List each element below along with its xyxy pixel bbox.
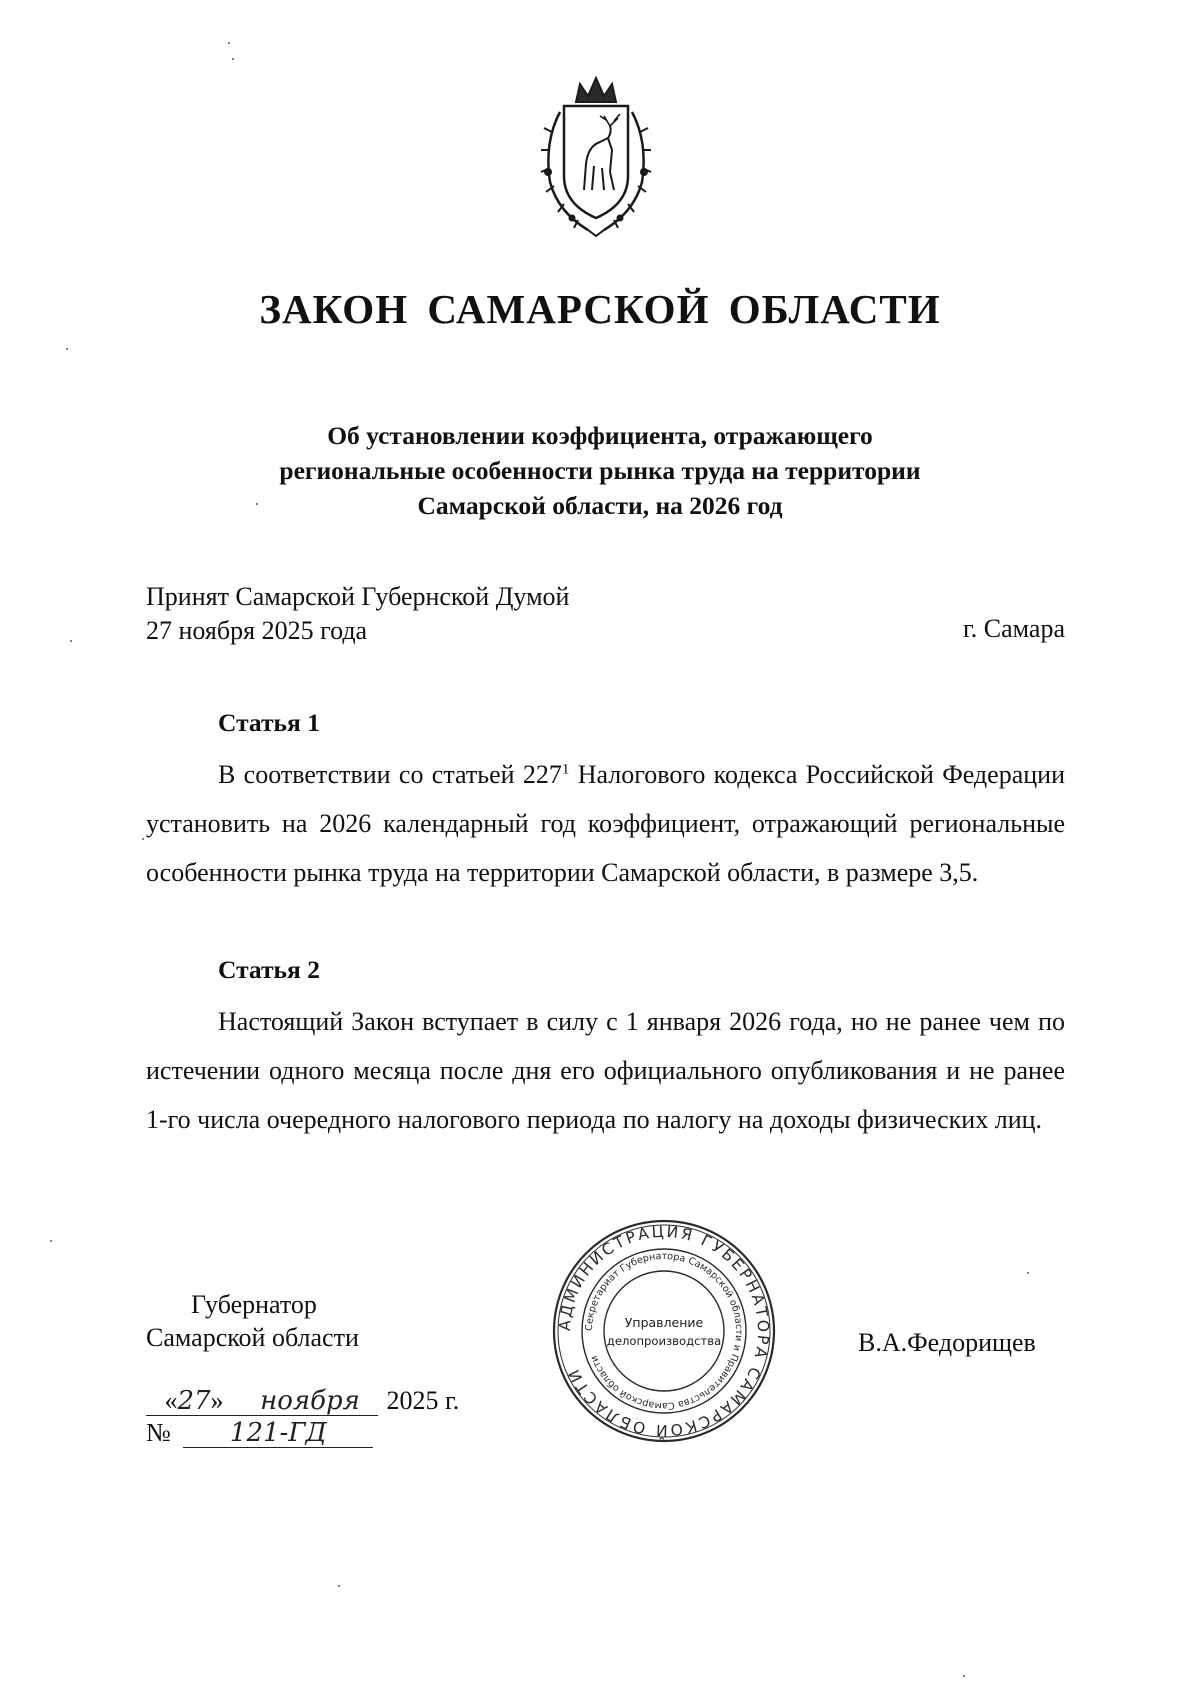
position-line-2: Самарской области: [146, 1323, 359, 1352]
samara-coat-of-arms-emblem: [528, 72, 664, 242]
handwritten-day: 27: [177, 1386, 211, 1416]
stamp-outer-text: АДМИНИСТРАЦИЯ ГУБЕРНАТОРА САМАРСКОЙ ОБЛАСТИ: [555, 1222, 773, 1440]
scan-speck: [232, 58, 234, 60]
date-day-field: [146, 1387, 242, 1416]
article-1-text-start: В соответствии со статьей 227: [218, 760, 562, 789]
scan-speck: [338, 1585, 340, 1587]
signatory-name: В.А.Федорищев: [858, 1328, 1036, 1357]
article-1-text: [146, 750, 1065, 897]
article-1-superscript: 1: [561, 761, 570, 778]
document-title: ЗАКОН САМАРСКОЙ ОБЛАСТИ: [259, 286, 941, 332]
article-2-heading: Статья 2: [218, 955, 320, 984]
subtitle-line: региональные особенности рынка труда на территории: [279, 456, 921, 485]
scan-speck: [66, 348, 68, 350]
handwritten-month: ноября: [242, 1387, 378, 1416]
scan-speck: [142, 838, 144, 840]
scan-speck: [228, 42, 230, 44]
signing-date: [146, 1386, 459, 1416]
number-label: №: [146, 1418, 171, 1447]
stamp-center-line-2: делопроизводства: [606, 1334, 722, 1348]
signatory-position: [146, 1288, 359, 1354]
subtitle-line: Об установлении коэффициента, отражающего: [327, 421, 873, 450]
scan-speck: [70, 640, 72, 642]
position-line-1: Губернатор: [191, 1290, 317, 1319]
scan-speck: [963, 1675, 965, 1677]
stamp-center-line-1: Управление: [624, 1315, 704, 1330]
article-2-text: [146, 997, 1065, 1144]
scan-speck: [1027, 1272, 1029, 1274]
adoption-info: [146, 580, 569, 648]
article-1-text-rest: Налогового кодекса Российской Федерации установить на 2026 календарный год коэффициент, отражающий региональные особенности рынка труда на территории Самарской области, в размере 3,5.: [146, 760, 1065, 887]
article-1-heading: Статья 1: [218, 708, 320, 737]
date-year: 2025 г.: [386, 1386, 460, 1415]
svg-text:Секретариат Губернатора Самарс: [584, 1251, 744, 1411]
stamp-inner-text: Секретариат Губернатора Самарской области и Правительства Самарской области: [583, 1250, 745, 1412]
adoption-date: 27 ноября 2025 года: [146, 616, 368, 645]
city: г. Самара: [963, 614, 1065, 643]
close-quote: »: [210, 1386, 224, 1415]
scan-speck: [256, 503, 258, 505]
scan-speck: [50, 1240, 52, 1242]
subtitle-line: Самарской области, на 2026 год: [417, 491, 783, 520]
law-number: [146, 1418, 373, 1448]
handwritten-number: 121-ГД: [183, 1419, 373, 1448]
adopted-by: Принят Самарской Губернской Думой: [146, 582, 570, 611]
open-quote: «: [164, 1386, 178, 1415]
official-round-stamp: [548, 1215, 780, 1447]
article-2-paragraph: Настоящий Закон вступает в силу с 1 января 2026 года, но не ранее чем по истечении одного месяца после дня его официального опубликования и не ранее 1-го числа очередного налогового периода по налогу на доходы физических лиц.: [146, 1007, 1065, 1134]
document-subtitle: [0, 418, 1200, 523]
